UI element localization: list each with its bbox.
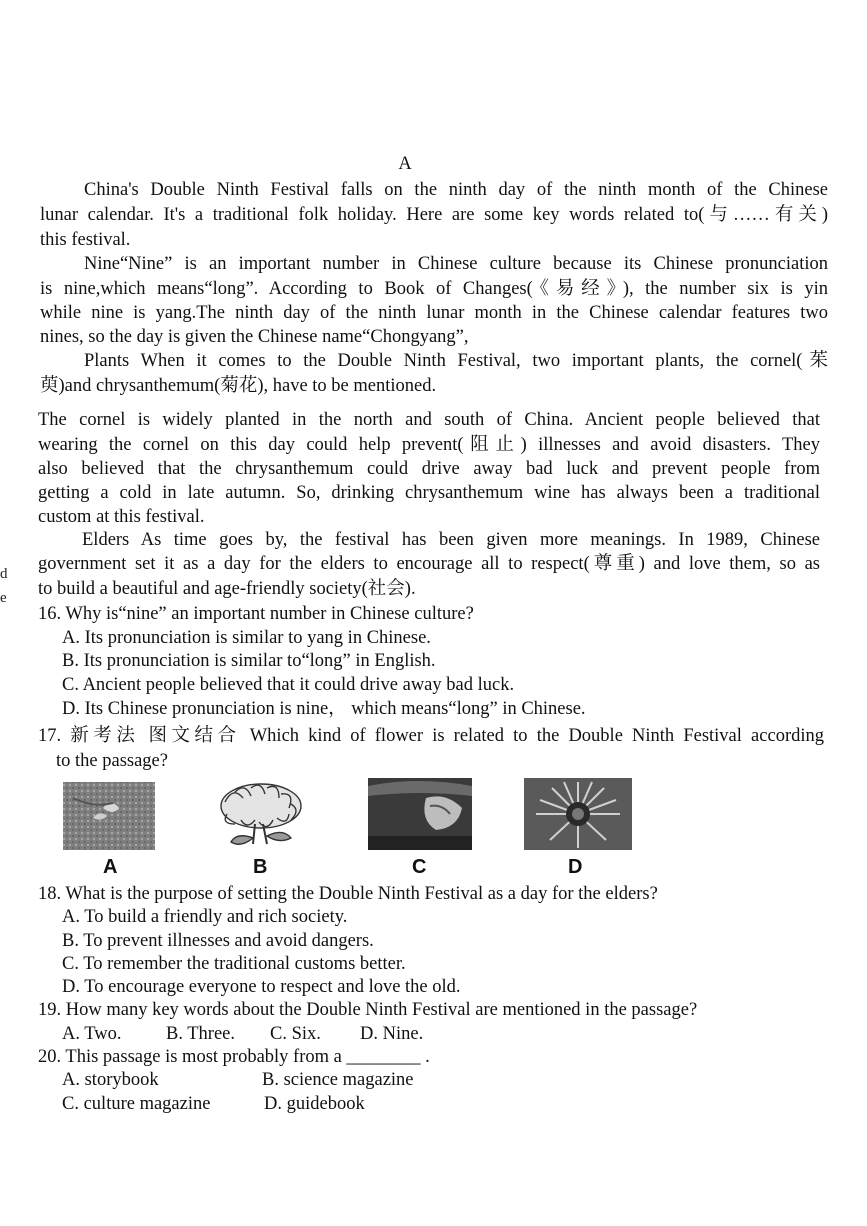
question-16-option-a: A. Its pronunciation is similar to yang in Chinese. (62, 628, 431, 648)
passage-cornel-line-1: The cornel is widely planted in the north and south of China. Ancient people believed that (38, 410, 820, 430)
option-a-image (63, 778, 155, 852)
question-17-stem-cont: to the passage? (56, 751, 168, 771)
option-b-label: B (253, 856, 268, 878)
option-b-image (205, 778, 317, 852)
passage-nine-line-1: Nine“Nine” is an important number in Chinese culture because its Chinese pronunciation (84, 254, 828, 274)
question-19-stem: 19. How many key words about the Double Ninth Festival are mentioned in the passage? (38, 1000, 698, 1020)
passage-cornel-line-3: also believed that the chrysanthemum could drive away bad luck and prevent people from (38, 459, 820, 479)
question-18-option-d: D. To encourage everyone to respect and love the old. (62, 977, 461, 997)
section-heading: A (398, 154, 412, 174)
passage-plants-line-1: Plants When it comes to the Double Ninth Festival, two important plants, the cornel(茱 (84, 351, 828, 371)
question-16-option-b: B. Its pronunciation is similar to“long” in English. (62, 651, 436, 671)
question-16-option-c: C. Ancient people believed that it could drive away bad luck. (62, 675, 515, 695)
passage-cornel-line-5: custom at this festival. (38, 507, 205, 527)
question-17-stem: 17. 新考法 图文结合 Which kind of flower is related to the Double Ninth Festival according (38, 726, 824, 746)
passage-elders-line-1: Elders As time goes by, the festival has been given more meanings. In 1989, Chinese (82, 530, 820, 550)
passage-elders-line-2: government set it as a day for the elders to encourage all to respect(尊重) and love them, so as (38, 554, 820, 574)
passage-nine-line-2: is nine,which means“long”. According to Book of Changes(《易经》), the number six is yin (40, 279, 828, 299)
question-18-option-a: A. To build a friendly and rich society. (62, 907, 348, 927)
margin-mark-1: d (0, 566, 8, 582)
question-16-stem: 16. Why is“nine” an important number in Chinese culture? (38, 604, 474, 624)
option-d-label: D (568, 856, 583, 878)
question-19-option-d: D. Nine. (360, 1024, 424, 1044)
passage-nine-line-4: nines, so the day is given the Chinese name“Chongyang”, (40, 327, 469, 347)
option-c-label: C (412, 856, 427, 878)
margin-mark-2: e (0, 590, 7, 606)
question-19-option-c: C. Six. (270, 1024, 321, 1044)
option-d-image (524, 778, 632, 852)
question-16-option-d: D. Its Chinese pronunciation is nine， which means“long” in Chinese. (62, 699, 586, 719)
question-19-option-a: A. Two. (62, 1024, 122, 1044)
passage-intro-line-3: this festival. (40, 230, 131, 250)
passage-nine-line-3: while nine is yang.The ninth day of the ninth lunar month in the Chinese calendar features two (40, 303, 828, 323)
passage-cornel-line-4: getting a cold in late autumn. So, drinking chrysanthemum wine has always been a traditional (38, 483, 820, 503)
question-20-option-d: D. guidebook (264, 1094, 365, 1114)
passage-plants-line-2: 萸)and chrysanthemum(菊花), have to be mentioned. (40, 376, 437, 396)
option-c-image (368, 778, 472, 852)
passage-cornel-line-2: wearing the cornel on this day could help prevent(阻止) illnesses and avoid disasters. They (38, 435, 820, 455)
option-a-label: A (103, 856, 118, 878)
question-20-option-c: C. culture magazine (62, 1094, 211, 1114)
question-20-option-b: B. science magazine (262, 1070, 414, 1090)
question-18-option-b: B. To prevent illnesses and avoid dangers. (62, 931, 374, 951)
passage-intro-line-1: China's Double Ninth Festival falls on the ninth day of the ninth month of the Chinese (84, 180, 828, 200)
question-20-stem: 20. This passage is most probably from a ________ . (38, 1047, 430, 1067)
question-20-option-a: A. storybook (62, 1070, 159, 1090)
question-19-option-b: B. Three. (166, 1024, 236, 1044)
passage-intro-line-2: lunar calendar. It's a traditional folk holiday. Here are some key words related to(与……有关) (40, 205, 828, 225)
question-18-option-c: C. To remember the traditional customs better. (62, 954, 406, 974)
passage-elders-line-3: to build a beautiful and age-friendly society(社会). (38, 579, 416, 599)
question-18-stem: 18. What is the purpose of setting the Double Ninth Festival as a day for the elders? (38, 884, 658, 904)
